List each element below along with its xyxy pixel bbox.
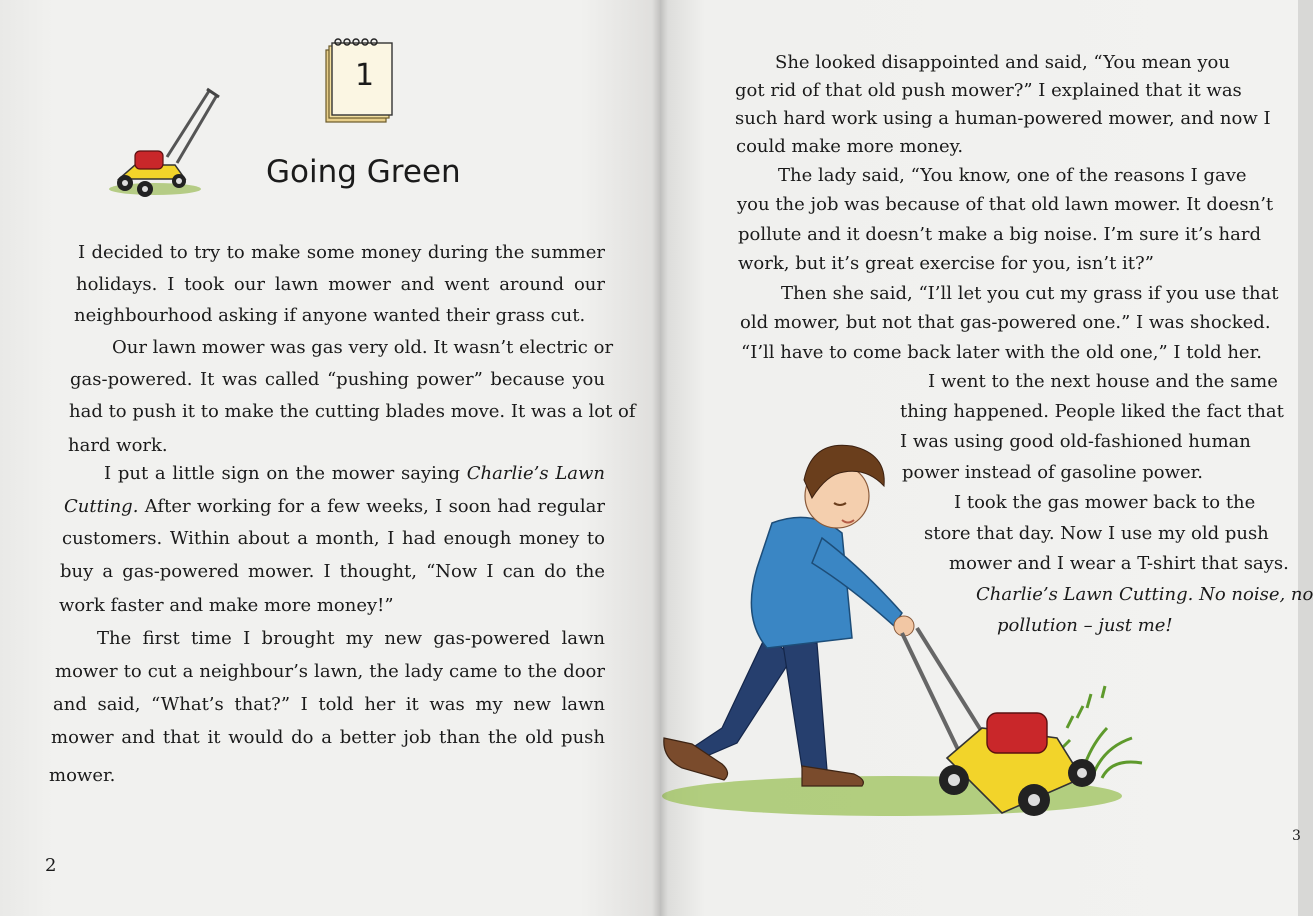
body-text-line: store that day. Now I use my old push: [924, 523, 1269, 544]
body-text-line: work faster and make more money!”: [59, 595, 394, 616]
boy-mowing-illustration: [662, 428, 1162, 848]
right-page: [660, 0, 1313, 916]
sign-text: Charlie’s Lawn: [466, 463, 606, 484]
push-mower-icon: [105, 85, 225, 203]
page-number: 3: [1292, 828, 1301, 844]
tshirt-text: pollution – just me!: [997, 615, 1173, 636]
tshirt-text: Charlie’s Lawn Cutting. No noise, no: [976, 584, 1313, 605]
body-text-line: gas-powered. It was called “pushing power” because you: [70, 369, 605, 390]
body-text-line: mower and that it would do a better job than the old push: [51, 727, 605, 748]
body-text-line: I went to the next house and the same: [928, 371, 1278, 392]
body-text-line: holidays. I took our lawn mower and went around our: [76, 274, 605, 295]
body-text-line: hard work.: [68, 435, 168, 456]
body-text-line: [64, 496, 605, 517]
body-text-line: such hard work using a human-powered mower, and now I: [735, 108, 1271, 129]
body-text-line: The first time I brought my new gas-powered lawn: [97, 628, 605, 649]
body-text-line: mower to cut a neighbour’s lawn, the lady came to the door: [55, 661, 605, 682]
chapter-title: Going Green: [266, 154, 461, 190]
body-text-segment: I put a little sign on the mower saying: [104, 463, 467, 484]
body-text-line: old mower, but not that gas-powered one.” I was shocked.: [740, 312, 1271, 333]
body-text-segment: After working for a few weeks, I soon had regular: [138, 496, 605, 517]
body-text-line: I took the gas mower back to the: [954, 492, 1256, 513]
body-text-line: customers. Within about a month, I had enough money to: [62, 528, 605, 549]
body-text-line: thing happened. People liked the fact that: [900, 401, 1284, 422]
body-text-line: I was using good old-fashioned human: [900, 431, 1251, 452]
body-text-line: buy a gas-powered mower. I thought, “Now I can do the: [60, 561, 605, 582]
body-text-line: power instead of gasoline power.: [902, 462, 1203, 483]
body-text-line: pollute and it doesn’t make a big noise. I’m sure it’s hard: [738, 224, 1262, 245]
body-text-line: I decided to try to make some money during the summer: [78, 242, 605, 263]
body-text-line: had to push it to make the cutting blades move. It was a lot of: [69, 401, 636, 422]
sign-text: Cutting.: [64, 496, 139, 517]
body-text-line: “I’ll have to come back later with the old one,” I told her.: [741, 342, 1262, 363]
body-text-line: could make more money.: [736, 136, 964, 157]
book-gutter: [652, 0, 668, 916]
body-text-line: neighbourhood asking if anyone wanted their grass cut.: [74, 305, 586, 326]
body-text-line: Our lawn mower was gas very old. It wasn’t electric or: [112, 337, 614, 358]
body-text-line: She looked disappointed and said, “You mean you: [775, 52, 1230, 73]
body-text-line: you the job was because of that old lawn mower. It doesn’t: [737, 194, 1274, 215]
body-text-line: mower.: [49, 765, 116, 786]
body-text-line: The lady said, “You know, one of the reasons I gave: [778, 165, 1247, 186]
body-text-line: mower and I wear a T-shirt that says.: [949, 553, 1289, 574]
body-text-line: [104, 463, 605, 484]
page-number: 2: [45, 855, 57, 876]
body-text-line: work, but it’s great exercise for you, isn’t it?”: [738, 253, 1154, 274]
body-text-line: and said, “What’s that?” I told her it was my new lawn: [53, 694, 605, 715]
chapter-number: 1: [355, 58, 375, 93]
body-text-line: got rid of that old push mower?” I explained that it was: [735, 80, 1242, 101]
body-text-line: Then she said, “I’ll let you cut my grass if you use that: [781, 283, 1279, 304]
